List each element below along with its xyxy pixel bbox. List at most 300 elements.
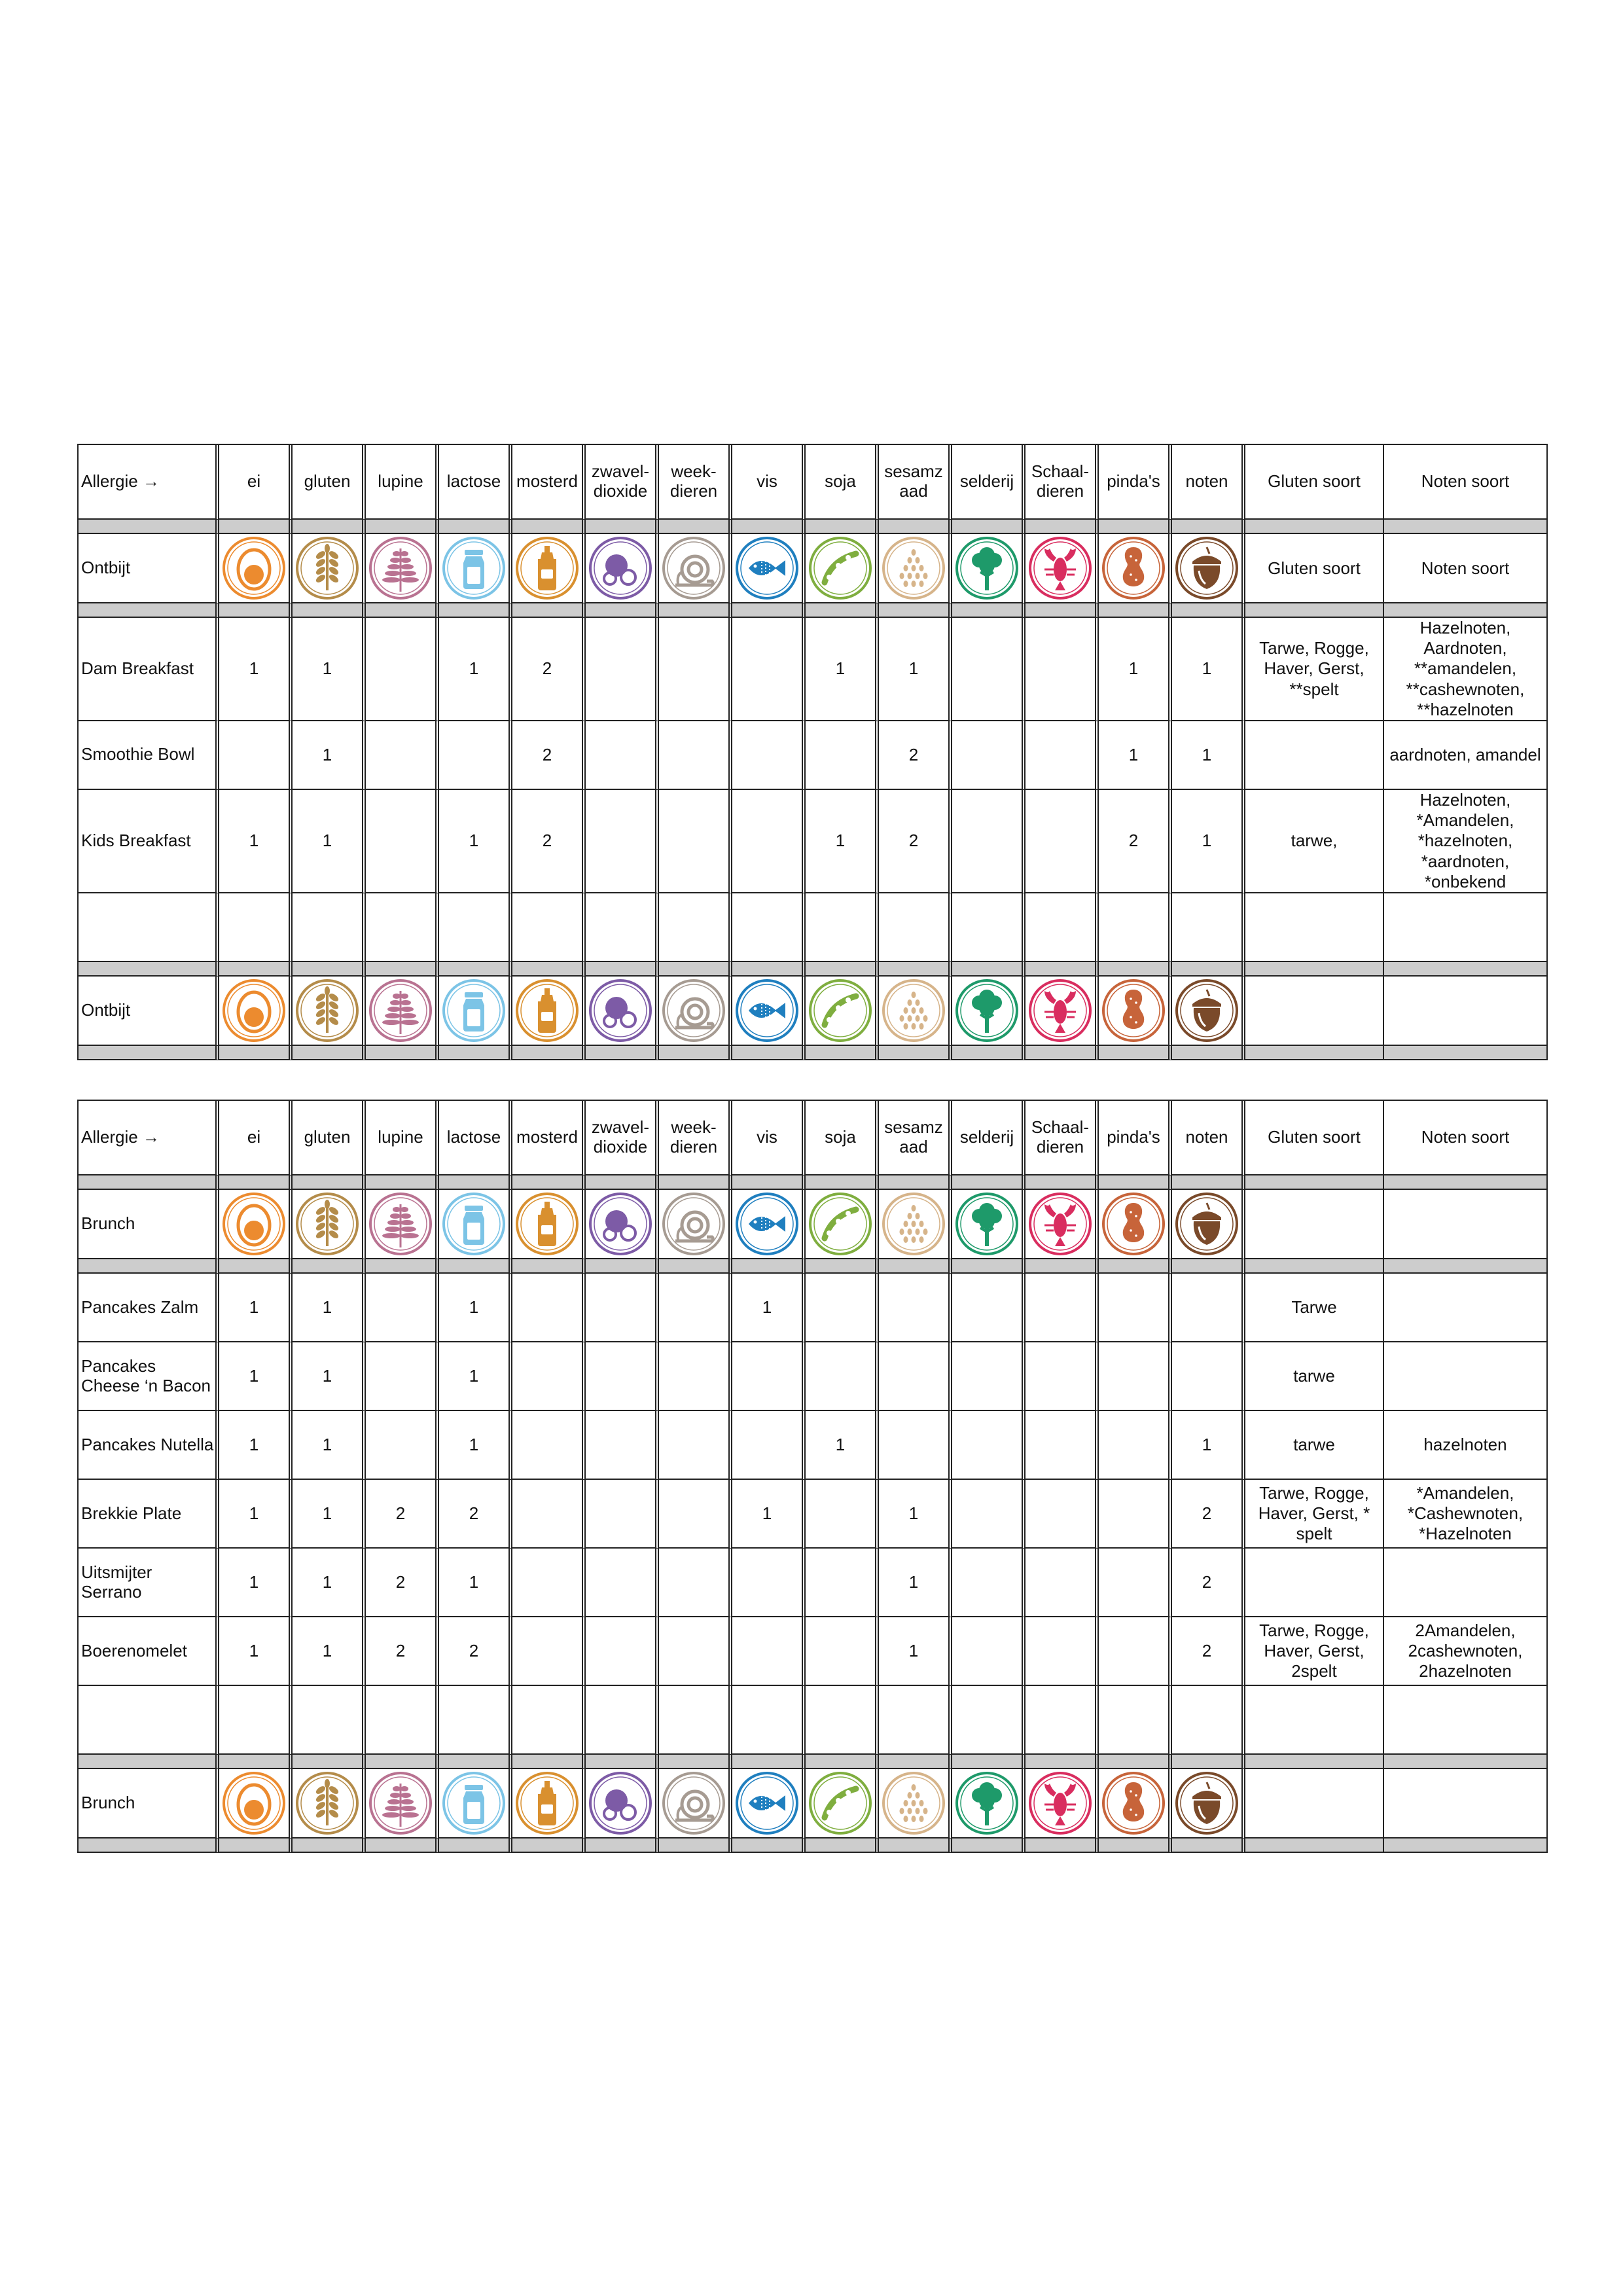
sulphite-bubbles-icon — [586, 534, 659, 603]
allergen-value-sesamzaad: 2 — [879, 790, 952, 893]
allergen-value-sesamzaad: 1 — [879, 1617, 952, 1686]
header-weekdieren: week-dieren — [659, 1101, 732, 1175]
lobster-icon — [1026, 1769, 1099, 1839]
dish-name: Pancakes Cheese ‘n Bacon — [79, 1342, 219, 1411]
allergen-value-mosterd: 2 — [512, 618, 586, 721]
peanut-icon — [1099, 1190, 1172, 1259]
table-row — [79, 1274, 1548, 1342]
allergen-value-zwaveldioxide — [586, 893, 659, 962]
allergen-value-pindas: 2 — [1099, 790, 1172, 893]
table-row — [79, 893, 1548, 962]
wheat-icon — [293, 977, 366, 1046]
allergen-value-ei: 1 — [219, 1342, 293, 1411]
allergen-value-zwaveldioxide — [586, 1686, 659, 1755]
gluten-soort-cell — [1245, 1686, 1384, 1755]
noten-soort-cell: *Amandelen, *Cashewnoten, *Hazelnoten — [1384, 1480, 1548, 1549]
noten-soort-cell: aardnoten, amandel — [1384, 721, 1548, 790]
allergen-value-vis — [732, 893, 806, 962]
allergen-value-pindas — [1099, 1411, 1172, 1480]
allergen-value-weekdieren — [659, 1480, 732, 1549]
mustard-bottle-icon — [512, 977, 586, 1046]
allergen-value-selderij — [952, 790, 1026, 893]
header-zwaveldioxide: zwavel-dioxide — [586, 1101, 659, 1175]
allergen-value-lupine — [366, 790, 439, 893]
allergen-value-noten — [1172, 1274, 1245, 1342]
allergen-value-schaaldieren — [1026, 1549, 1099, 1617]
allergen-value-zwaveldioxide — [586, 1411, 659, 1480]
header-weekdieren: week-dieren — [659, 445, 732, 520]
allergen-value-vis — [732, 1411, 806, 1480]
lupine-icon — [366, 534, 439, 603]
allergen-value-noten — [1172, 1342, 1245, 1411]
gluten-soort-cell: Tarwe, Rogge, Haver, Gerst, * spelt — [1245, 1480, 1384, 1549]
allergen-value-selderij — [952, 1549, 1026, 1617]
allergen-value-gluten: 1 — [293, 721, 366, 790]
allergen-value-lactose: 2 — [439, 1617, 512, 1686]
icon-row — [79, 534, 1548, 603]
header-sesamzaad: sesamz aad — [879, 445, 952, 520]
acorn-icon — [1172, 1769, 1245, 1839]
allergen-value-weekdieren — [659, 618, 732, 721]
header-schaaldieren: Schaal-dieren — [1026, 445, 1099, 520]
header-row — [79, 1101, 1548, 1175]
allergen-value-soja — [806, 1480, 879, 1549]
dish-name: Kids Breakfast — [79, 790, 219, 893]
header-gluten: gluten — [293, 445, 366, 520]
allergen-value-pindas — [1099, 1480, 1172, 1549]
allergen-value-schaaldieren — [1026, 721, 1099, 790]
acorn-icon — [1172, 534, 1245, 603]
allergen-value-vis — [732, 1686, 806, 1755]
allergen-value-vis — [732, 1617, 806, 1686]
noten-soort-cell — [1384, 1686, 1548, 1755]
noten-soort-cell — [1384, 1342, 1548, 1411]
allergen-value-lactose: 1 — [439, 618, 512, 721]
allergen-value-zwaveldioxide — [586, 1274, 659, 1342]
gluten-soort-cell: tarwe, — [1245, 790, 1384, 893]
allergen-value-weekdieren — [659, 1549, 732, 1617]
sesame-seeds-icon — [879, 1190, 952, 1259]
allergen-value-weekdieren — [659, 1411, 732, 1480]
allergen-value-selderij — [952, 1411, 1026, 1480]
egg-icon — [219, 977, 293, 1046]
allergen-value-lactose — [439, 893, 512, 962]
wheat-icon — [293, 1190, 366, 1259]
lupine-icon — [366, 1190, 439, 1259]
sesame-seeds-icon — [879, 1769, 952, 1839]
allergen-value-noten: 1 — [1172, 721, 1245, 790]
icon-row-noten-soort: Noten soort — [1384, 534, 1548, 603]
section-label-footer: Brunch — [79, 1769, 219, 1839]
allergen-value-weekdieren — [659, 1686, 732, 1755]
wheat-icon — [293, 534, 366, 603]
header-pindas: pinda's — [1099, 1101, 1172, 1175]
allergen-value-lupine — [366, 1342, 439, 1411]
allergen-table-ontbijt — [77, 444, 1548, 1060]
allergen-value-noten — [1172, 893, 1245, 962]
separator-row — [79, 1839, 1548, 1853]
lobster-icon — [1026, 1190, 1099, 1259]
acorn-icon — [1172, 977, 1245, 1046]
noten-soort-cell: Hazelnoten, *Amandelen, *hazelnoten, *aardnoten, *onbekend — [1384, 790, 1548, 893]
gluten-soort-cell: Tarwe, Rogge, Haver, Gerst, **spelt — [1245, 618, 1384, 721]
allergen-value-selderij — [952, 1274, 1026, 1342]
allergen-value-lupine: 2 — [366, 1617, 439, 1686]
allergen-value-gluten: 1 — [293, 1480, 366, 1549]
allergen-value-soja — [806, 1549, 879, 1617]
allergen-value-gluten — [293, 1686, 366, 1755]
header-noten: noten — [1172, 1101, 1245, 1175]
allergen-value-zwaveldioxide — [586, 1617, 659, 1686]
allergen-value-mosterd — [512, 1411, 586, 1480]
allergen-value-vis: 1 — [732, 1480, 806, 1549]
allergen-value-soja — [806, 1342, 879, 1411]
acorn-icon — [1172, 1190, 1245, 1259]
separator-row — [79, 1175, 1548, 1190]
table-row — [79, 1342, 1548, 1411]
allergen-value-schaaldieren — [1026, 893, 1099, 962]
egg-icon — [219, 534, 293, 603]
mustard-bottle-icon — [512, 1769, 586, 1839]
allergen-value-gluten: 1 — [293, 1549, 366, 1617]
allergen-value-lupine: 2 — [366, 1480, 439, 1549]
noten-soort-cell — [1384, 893, 1548, 962]
allergen-value-mosterd: 2 — [512, 721, 586, 790]
header-gluten-soort: Gluten soort — [1245, 1101, 1384, 1175]
allergen-value-schaaldieren — [1026, 1411, 1099, 1480]
allergen-value-vis: 1 — [732, 1274, 806, 1342]
icon-row-gluten-soort: Gluten soort — [1245, 534, 1384, 603]
peanut-icon — [1099, 534, 1172, 603]
separator-row — [79, 1755, 1548, 1769]
allergen-value-pindas — [1099, 1617, 1172, 1686]
allergen-value-noten: 1 — [1172, 618, 1245, 721]
allergen-value-soja — [806, 1686, 879, 1755]
noten-soort-cell: Hazelnoten, Aardnoten, **amandelen, **cashewnoten, **hazelnoten — [1384, 618, 1548, 721]
peanut-icon — [1099, 977, 1172, 1046]
allergen-value-weekdieren — [659, 893, 732, 962]
fish-icon — [732, 534, 806, 603]
allergen-value-pindas — [1099, 1549, 1172, 1617]
allergen-value-ei: 1 — [219, 790, 293, 893]
snail-icon — [659, 1769, 732, 1839]
header-lupine: lupine — [366, 1101, 439, 1175]
allergen-value-noten: 2 — [1172, 1617, 1245, 1686]
table-row — [79, 721, 1548, 790]
allergen-value-vis — [732, 618, 806, 721]
allergen-value-lactose — [439, 1686, 512, 1755]
allergen-value-vis — [732, 1549, 806, 1617]
allergen-value-sesamzaad — [879, 1411, 952, 1480]
lupine-icon — [366, 1769, 439, 1839]
header-soja: soja — [806, 445, 879, 520]
separator-row — [79, 603, 1548, 618]
allergen-value-zwaveldioxide — [586, 1480, 659, 1549]
soybean-icon — [806, 1190, 879, 1259]
allergen-value-schaaldieren — [1026, 1274, 1099, 1342]
allergen-value-lupine — [366, 1274, 439, 1342]
table-row — [79, 1549, 1548, 1617]
allergen-table-brunch — [77, 1100, 1548, 1853]
allergen-value-sesamzaad — [879, 1686, 952, 1755]
allergen-value-soja: 1 — [806, 1411, 879, 1480]
fish-icon — [732, 1769, 806, 1839]
section-label: Brunch — [79, 1190, 219, 1259]
allergen-value-pindas — [1099, 1274, 1172, 1342]
icon-row-gluten-soort — [1245, 1190, 1384, 1259]
allergen-value-mosterd: 2 — [512, 790, 586, 893]
allergen-value-gluten: 1 — [293, 1617, 366, 1686]
allergen-value-soja — [806, 1617, 879, 1686]
noten-soort-cell — [1384, 1274, 1548, 1342]
allergen-value-zwaveldioxide — [586, 790, 659, 893]
allergen-value-pindas — [1099, 1342, 1172, 1411]
icon-row-noten-soort — [1384, 1190, 1548, 1259]
allergen-value-gluten: 1 — [293, 1274, 366, 1342]
allergen-value-lupine — [366, 1411, 439, 1480]
allergen-value-schaaldieren — [1026, 1686, 1099, 1755]
allergen-value-ei: 1 — [219, 1411, 293, 1480]
allergen-value-weekdieren — [659, 721, 732, 790]
soybean-icon — [806, 977, 879, 1046]
dish-name: Dam Breakfast — [79, 618, 219, 721]
lobster-icon — [1026, 534, 1099, 603]
sesame-seeds-icon — [879, 534, 952, 603]
header-soja: soja — [806, 1101, 879, 1175]
separator-row — [79, 520, 1548, 534]
egg-icon — [219, 1190, 293, 1259]
header-lactose: lactose — [439, 1101, 512, 1175]
allergen-value-noten: 2 — [1172, 1480, 1245, 1549]
header-lupine: lupine — [366, 445, 439, 520]
allergen-value-pindas: 1 — [1099, 721, 1172, 790]
allergen-value-lactose: 1 — [439, 1411, 512, 1480]
header-lactose: lactose — [439, 445, 512, 520]
allergen-value-mosterd — [512, 1342, 586, 1411]
allergen-value-mosterd — [512, 1274, 586, 1342]
allergen-value-ei — [219, 1686, 293, 1755]
allergen-value-vis — [732, 721, 806, 790]
celery-icon — [952, 1769, 1026, 1839]
dish-name — [79, 893, 219, 962]
allergen-value-ei: 1 — [219, 1480, 293, 1549]
separator-row — [79, 1046, 1548, 1060]
allergen-value-pindas: 1 — [1099, 618, 1172, 721]
header-gluten-soort: Gluten soort — [1245, 445, 1384, 520]
sesame-seeds-icon — [879, 977, 952, 1046]
snail-icon — [659, 977, 732, 1046]
allergen-value-vis — [732, 1342, 806, 1411]
allergen-value-lactose: 1 — [439, 1342, 512, 1411]
allergen-value-soja — [806, 1274, 879, 1342]
allergen-value-sesamzaad — [879, 893, 952, 962]
header-selderij: selderij — [952, 445, 1026, 520]
allergen-value-zwaveldioxide — [586, 721, 659, 790]
header-mosterd: mosterd — [512, 1101, 586, 1175]
section-label-footer: Ontbijt — [79, 977, 219, 1046]
lobster-icon — [1026, 977, 1099, 1046]
allergen-value-selderij — [952, 1480, 1026, 1549]
gluten-soort-cell: tarwe — [1245, 1342, 1384, 1411]
allergen-value-lactose: 1 — [439, 1274, 512, 1342]
header-mosterd: mosterd — [512, 445, 586, 520]
allergen-value-sesamzaad — [879, 1342, 952, 1411]
egg-icon — [219, 1769, 293, 1839]
wheat-icon — [293, 1769, 366, 1839]
allergen-value-soja — [806, 721, 879, 790]
header-selderij: selderij — [952, 1101, 1026, 1175]
allergen-value-lupine — [366, 893, 439, 962]
header-row-label: Allergie → — [79, 445, 219, 520]
separator-row — [79, 962, 1548, 977]
milk-bottle-icon — [439, 534, 512, 603]
table-row — [79, 1411, 1548, 1480]
dish-name: Smoothie Bowl — [79, 721, 219, 790]
sulphite-bubbles-icon — [586, 977, 659, 1046]
allergen-value-ei: 1 — [219, 618, 293, 721]
allergen-value-noten: 2 — [1172, 1549, 1245, 1617]
allergen-value-mosterd — [512, 1480, 586, 1549]
allergen-value-sesamzaad — [879, 1274, 952, 1342]
dish-name: Boerenomelet — [79, 1617, 219, 1686]
allergen-value-selderij — [952, 1342, 1026, 1411]
fish-icon — [732, 1190, 806, 1259]
allergen-value-soja: 1 — [806, 790, 879, 893]
dish-name: Pancakes Nutella — [79, 1411, 219, 1480]
header-pindas: pinda's — [1099, 445, 1172, 520]
icon-row — [79, 1190, 1548, 1259]
gluten-soort-cell: Tarwe — [1245, 1274, 1384, 1342]
allergen-value-weekdieren — [659, 1342, 732, 1411]
allergen-value-schaaldieren — [1026, 1617, 1099, 1686]
allergen-value-gluten: 1 — [293, 618, 366, 721]
table-row — [79, 1617, 1548, 1686]
allergen-value-ei: 1 — [219, 1549, 293, 1617]
allergen-value-lupine: 2 — [366, 1549, 439, 1617]
gluten-soort-cell — [1245, 1549, 1384, 1617]
header-row-label: Allergie → — [79, 1101, 219, 1175]
allergen-value-selderij — [952, 721, 1026, 790]
allergen-value-lactose: 2 — [439, 1480, 512, 1549]
snail-icon — [659, 534, 732, 603]
milk-bottle-icon — [439, 1769, 512, 1839]
allergen-value-weekdieren — [659, 1274, 732, 1342]
allergen-value-pindas — [1099, 1686, 1172, 1755]
header-gluten: gluten — [293, 1101, 366, 1175]
soybean-icon — [806, 1769, 879, 1839]
dish-name — [79, 1686, 219, 1755]
gluten-soort-cell: tarwe — [1245, 1411, 1384, 1480]
allergen-value-ei: 1 — [219, 1274, 293, 1342]
allergen-value-mosterd — [512, 893, 586, 962]
table-row — [79, 1686, 1548, 1755]
allergen-value-mosterd — [512, 1686, 586, 1755]
allergen-value-lactose — [439, 721, 512, 790]
noten-soort-cell: 2Amandelen, 2cashewnoten, 2hazelnoten — [1384, 1617, 1548, 1686]
allergen-value-schaaldieren — [1026, 1480, 1099, 1549]
header-row — [79, 445, 1548, 520]
noten-soort-cell: hazelnoten — [1384, 1411, 1548, 1480]
allergen-value-ei — [219, 893, 293, 962]
allergen-value-lactose: 1 — [439, 790, 512, 893]
dish-name: Pancakes Zalm — [79, 1274, 219, 1342]
milk-bottle-icon — [439, 977, 512, 1046]
header-schaaldieren: Schaal-dieren — [1026, 1101, 1099, 1175]
allergen-value-sesamzaad: 1 — [879, 1480, 952, 1549]
allergen-value-sesamzaad: 1 — [879, 618, 952, 721]
allergen-value-weekdieren — [659, 1617, 732, 1686]
milk-bottle-icon — [439, 1190, 512, 1259]
allergen-value-gluten: 1 — [293, 1411, 366, 1480]
allergen-value-noten: 1 — [1172, 790, 1245, 893]
allergen-value-soja — [806, 893, 879, 962]
table-row — [79, 618, 1548, 721]
allergen-value-lupine — [366, 618, 439, 721]
allergen-value-zwaveldioxide — [586, 1342, 659, 1411]
icon-row-footer — [79, 1769, 1548, 1839]
allergen-value-selderij — [952, 1686, 1026, 1755]
header-ei: ei — [219, 1101, 293, 1175]
dish-name: Brekkie Plate — [79, 1480, 219, 1549]
fish-icon — [732, 977, 806, 1046]
header-sesamzaad: sesamz aad — [879, 1101, 952, 1175]
allergen-value-schaaldieren — [1026, 618, 1099, 721]
allergen-value-selderij — [952, 893, 1026, 962]
allergen-value-lactose: 1 — [439, 1549, 512, 1617]
dish-name: Uitsmijter Serrano — [79, 1549, 219, 1617]
gluten-soort-cell: Tarwe, Rogge, Haver, Gerst, 2spelt — [1245, 1617, 1384, 1686]
header-vis: vis — [732, 1101, 806, 1175]
header-zwaveldioxide: zwavel-dioxide — [586, 445, 659, 520]
soybean-icon — [806, 534, 879, 603]
mustard-bottle-icon — [512, 534, 586, 603]
allergen-value-weekdieren — [659, 790, 732, 893]
header-ei: ei — [219, 445, 293, 520]
allergen-value-noten: 1 — [1172, 1411, 1245, 1480]
allergen-value-gluten: 1 — [293, 790, 366, 893]
icon-row-footer — [79, 977, 1548, 1046]
allergen-value-ei — [219, 721, 293, 790]
table-row — [79, 790, 1548, 893]
allergen-value-selderij — [952, 618, 1026, 721]
celery-icon — [952, 977, 1026, 1046]
header-noten-soort: Noten soort — [1384, 445, 1548, 520]
allergen-value-gluten — [293, 893, 366, 962]
allergen-value-selderij — [952, 1617, 1026, 1686]
allergen-value-sesamzaad: 2 — [879, 721, 952, 790]
celery-icon — [952, 534, 1026, 603]
allergen-value-zwaveldioxide — [586, 1549, 659, 1617]
separator-row — [79, 1259, 1548, 1274]
section-label: Ontbijt — [79, 534, 219, 603]
snail-icon — [659, 1190, 732, 1259]
allergen-value-noten — [1172, 1686, 1245, 1755]
allergen-value-lupine — [366, 1686, 439, 1755]
sulphite-bubbles-icon — [586, 1769, 659, 1839]
sulphite-bubbles-icon — [586, 1190, 659, 1259]
header-noten: noten — [1172, 445, 1245, 520]
allergen-value-soja: 1 — [806, 618, 879, 721]
lupine-icon — [366, 977, 439, 1046]
gluten-soort-cell — [1245, 893, 1384, 962]
gluten-soort-cell — [1245, 721, 1384, 790]
mustard-bottle-icon — [512, 1190, 586, 1259]
allergen-value-schaaldieren — [1026, 1342, 1099, 1411]
allergen-value-sesamzaad: 1 — [879, 1549, 952, 1617]
allergen-value-gluten: 1 — [293, 1342, 366, 1411]
header-vis: vis — [732, 445, 806, 520]
table-row — [79, 1480, 1548, 1549]
